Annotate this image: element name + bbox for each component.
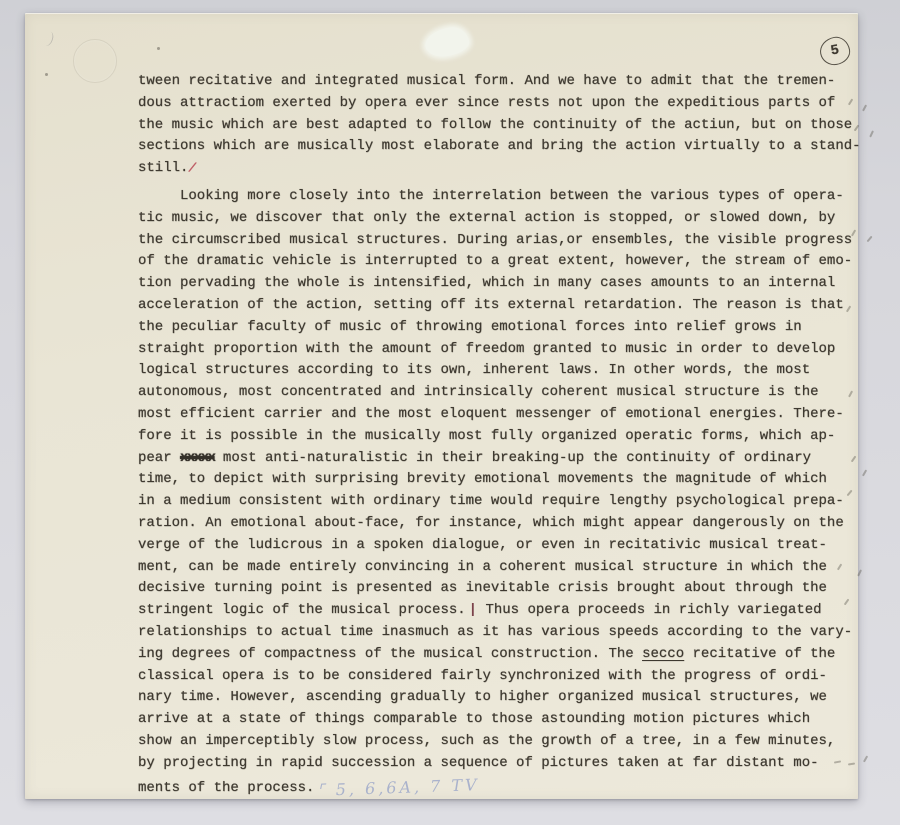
ink-speck [157,47,160,50]
correction-fluid-blob [423,25,470,59]
typed-text: acceleration of the action, setting off its external retardation. The reason is that [138,296,844,313]
typed-line [138,448,854,470]
embossed-stamp-circle [73,39,117,83]
typed-line [138,426,854,448]
typed-line [138,186,854,208]
typed-line [138,404,854,426]
typed-line [138,578,854,600]
typed-text: autonomous, most concentrated and intrinsically coherent musical structure is the [138,384,819,401]
typed-text: of the dramatic vehicle is interrupted to a great extent, however, the stream of emo- [138,253,853,270]
typed-line [138,251,854,273]
typed-line [138,339,854,361]
typed-text: the circumscribed musical structures. During arias,or ensembles, the visible progress [138,231,853,248]
typed-line [138,687,854,709]
typed-text: in a medium consistent with ordinary time would require lengthy psychological prepa- [138,493,844,510]
typed-line [138,731,854,753]
typed-line [138,382,854,404]
typed-text: the music which are best adapted to follow the continuity of the actiun, but on those [138,116,853,133]
handwritten-annotation: ⌜ 5, 6,6A, 7 TV [317,774,481,800]
typed-text: logical structures according to its own, inherent laws. In other words, the most [138,362,811,379]
typed-line [138,644,854,666]
typed-text: verge of the ludicrous in a spoken dialogue, or even in recitativic musical treat- [138,536,827,553]
typed-line [138,622,854,644]
pencil-mark [41,30,55,47]
typed-text: dous attractiom exerted by opera ever since rests not upon the expeditious parts of [138,94,836,111]
typed-text: tion pervading the whole is intensified, which in many cases amounts to an internal [138,275,836,292]
typed-line [138,115,854,137]
typed-text: recitative of the [684,645,836,662]
typescript-text [138,71,861,800]
page-number: 5 [829,42,841,60]
typed-text: show an imperceptibly slow process, such as the growth of a tree, in a few minutes, [138,732,836,749]
typed-text: most anti-naturalistic in their breaking-up the continuity of ordinary [214,449,812,466]
red-bar-mark: | [468,602,478,619]
typed-text: nary time. However, ascending gradually to higher organized musical structures, we [138,689,827,706]
smudge-mark [862,104,867,111]
typed-text: classical opera is to be considered fairly synchronized with the progress of ordi- [138,667,827,684]
smudge-mark [863,755,868,762]
typed-line [138,557,854,579]
typed-text: tween recitative and integrated musical form. And we have to admit that the tremen- [138,73,836,89]
typed-text: fore it is possible in the musically most fully organized operatic forms, which ap- [138,427,836,444]
typed-text: relationships to actual time inasmuch as it has various speeds according to the vary- [138,623,853,640]
document-page [25,13,861,800]
typed-text: ments of the process. [138,779,315,796]
red-slash-mark: / [187,160,199,178]
ink-speck [45,73,48,76]
typed-line [138,360,854,382]
typed-line [138,93,854,115]
typed-line [138,775,854,800]
smudge-mark [869,130,874,137]
typed-text: Thus opera proceeds in richly variegated [477,602,822,619]
typed-line [138,469,854,491]
typed-text: time, to depict with surprising brevity emotional movements the magnitude of which [138,471,827,488]
typed-line [138,158,854,180]
smudge-mark [867,236,873,243]
typed-line [138,709,854,731]
typed-text: stringent logic of the musical process. [138,602,466,619]
typed-line [138,71,854,93]
underlined-word: secco [642,645,685,662]
typed-line [138,317,854,339]
typed-text: pear [138,449,181,466]
smudge-mark [854,125,859,132]
page-number-circle [818,35,852,68]
typed-line [138,600,854,622]
typed-line [138,230,854,252]
smudge-mark [862,469,867,476]
typed-text: arrive at a state of things comparable to those astounding motion pictures which [138,711,811,728]
typed-line [138,136,861,158]
typed-text: ration. An emotional about-face, for instance, which might appear dangerously on the [138,514,844,531]
typed-line [138,753,854,775]
typed-line [138,666,854,688]
typed-line [138,491,854,513]
typed-text: by projecting in rapid succession a sequence of pictures taken at far distant mo- [138,754,819,771]
typed-text: straight proportion with the amount of freedom granted to music in order to develop [138,340,836,357]
typed-text: the peculiar faculty of music of throwing emotional forces into relief grows in [138,318,802,335]
typed-text: decisive turning point is presented as inevitable crisis brought about through the [138,580,827,597]
typed-text: sections which are musically most elaborate and bring the action virtually to a stand- [138,138,861,155]
typed-text: ment, can be made entirely convincing in a coherent musical structure in which the [138,558,827,575]
typed-line [138,273,854,295]
typed-text: still. [138,160,189,177]
typed-text: most efficient carrier and the most eloquent messenger of emotional energies. There- [138,405,844,422]
typed-text: ing degrees of compactness of the musical construction. The [138,645,643,662]
typed-line [138,295,854,317]
typed-line [138,535,854,557]
typed-line [138,513,854,535]
strikethrough-text: xxxxx [180,449,215,466]
smudge-mark [857,569,862,576]
typed-text: Looking more closely into the interrelation between the various types of opera- [138,187,844,204]
typed-text: tic music, we discover that only the external action is stopped, or slowed down, by [138,209,836,226]
typed-line [138,208,854,230]
